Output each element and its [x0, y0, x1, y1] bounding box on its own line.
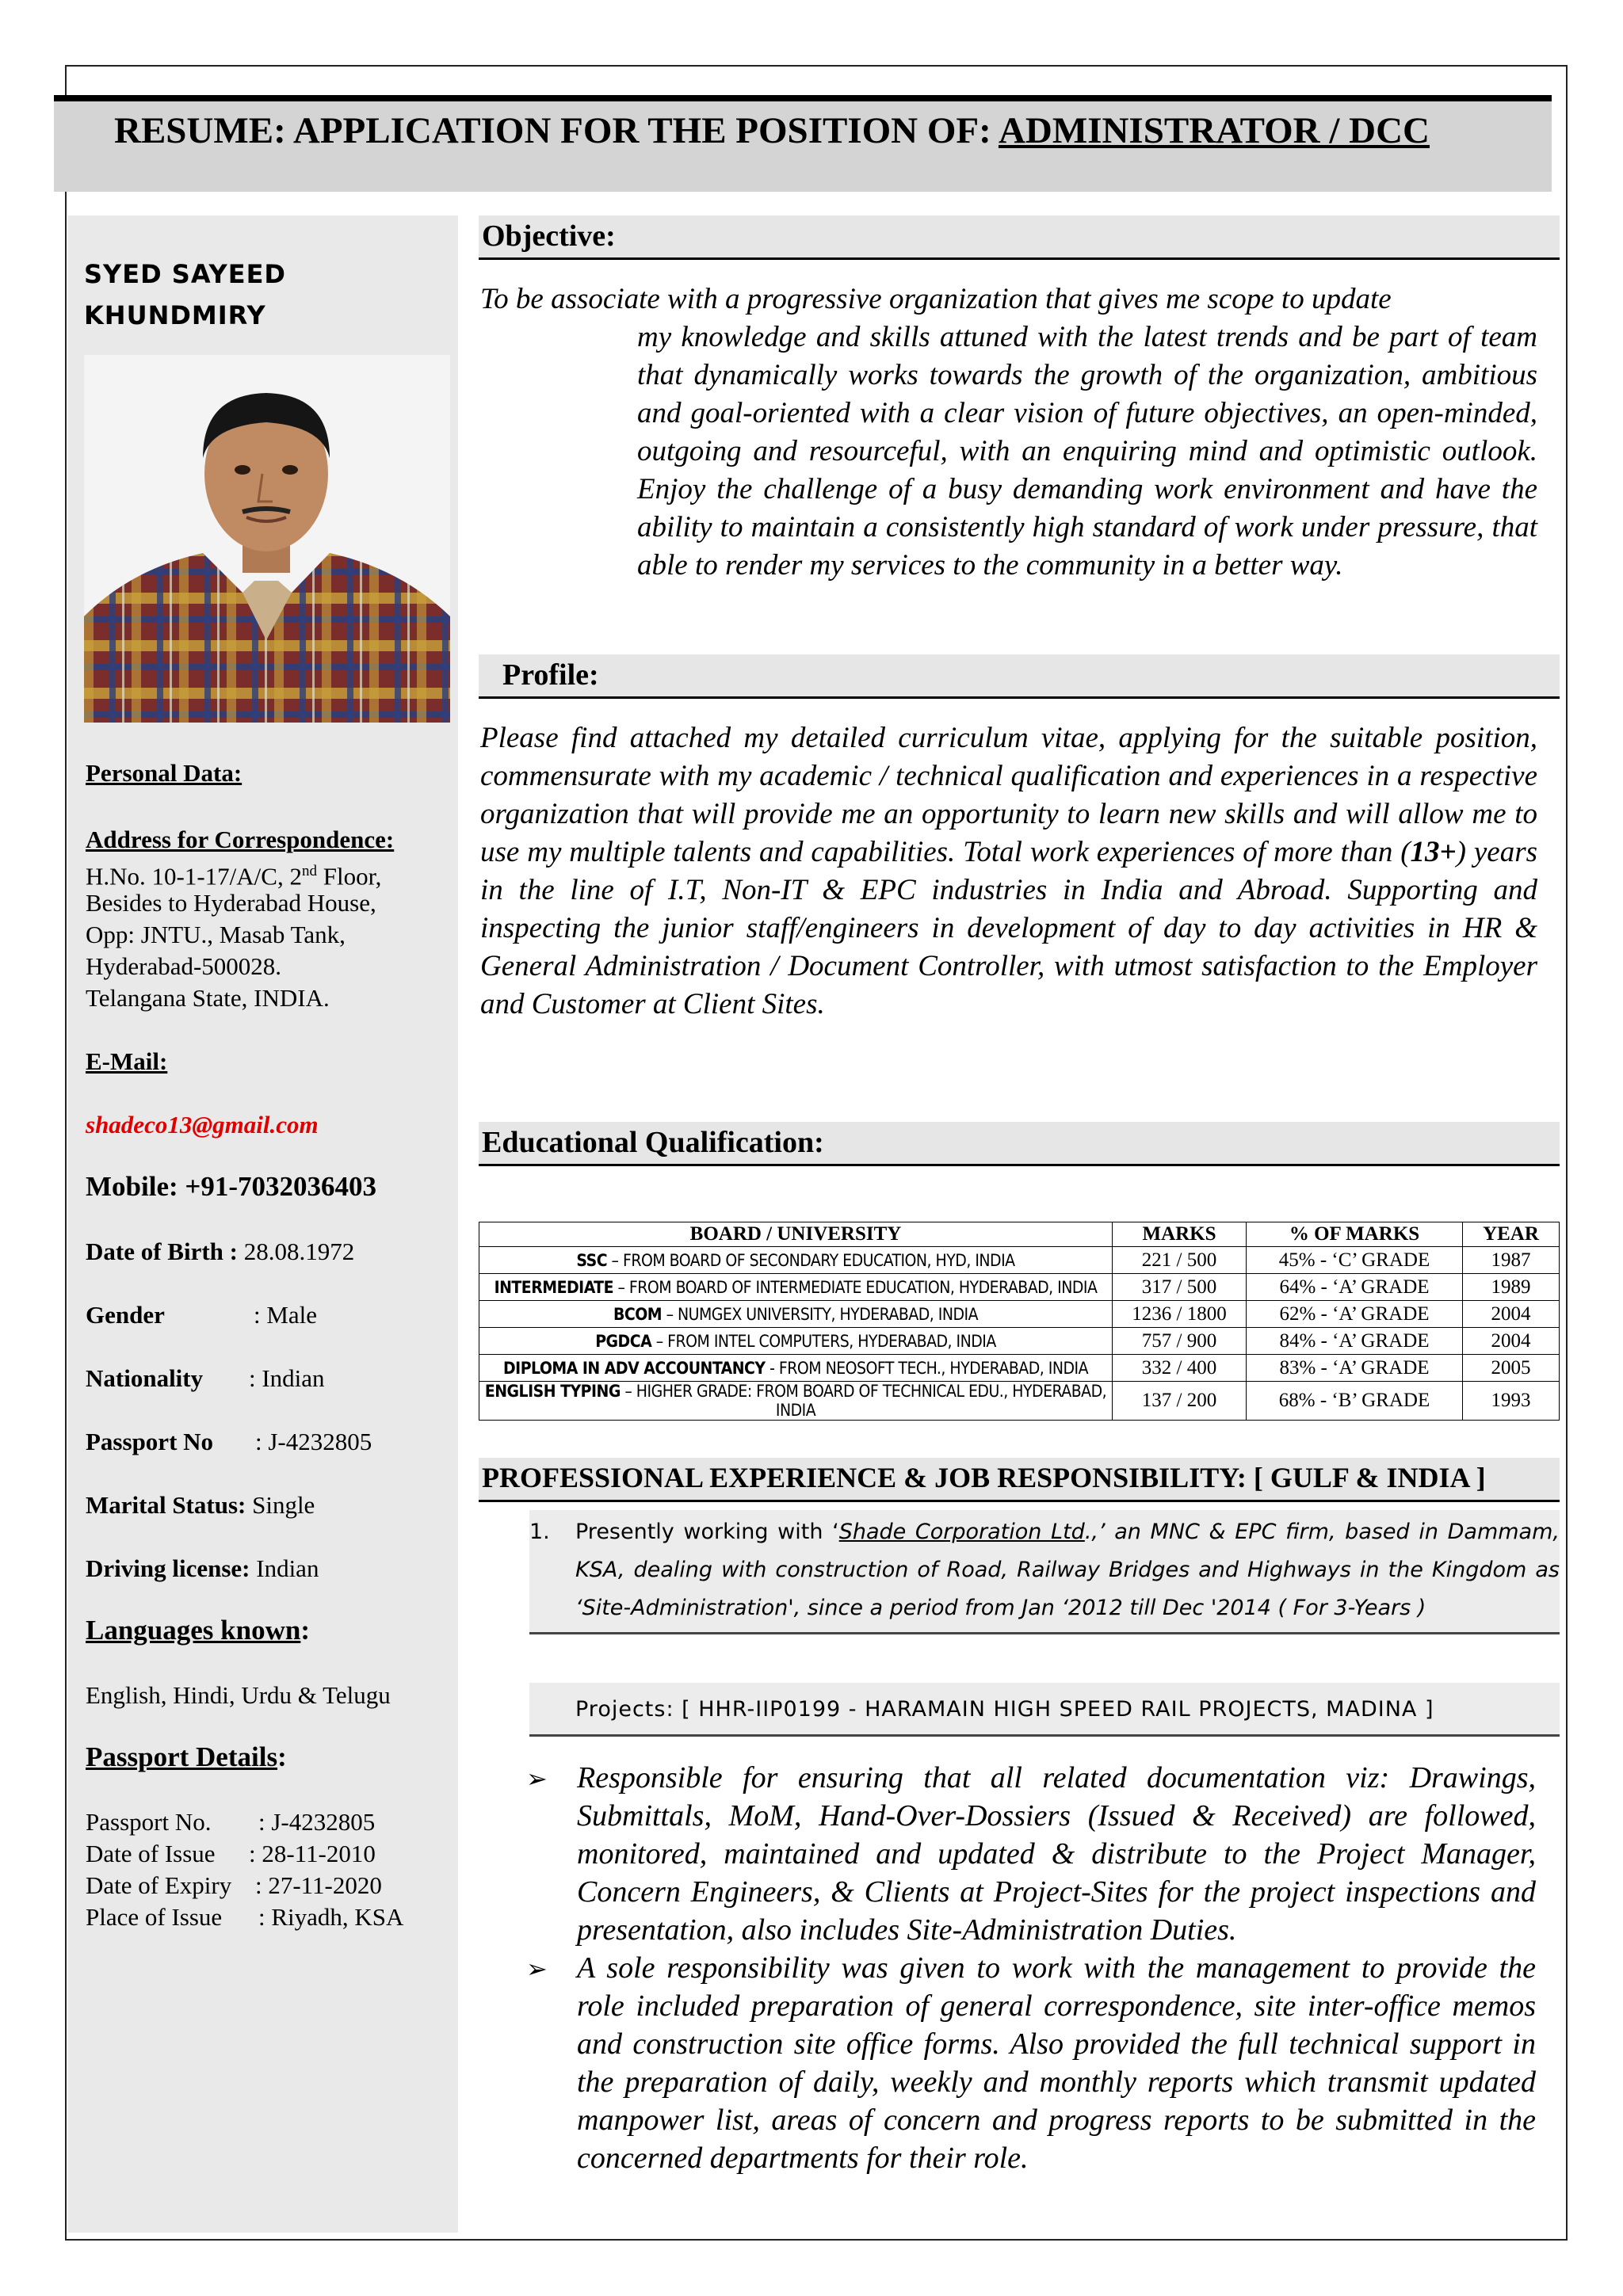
- column-header: % OF MARKS: [1247, 1222, 1463, 1247]
- marks-cell: 757 / 900: [1113, 1328, 1247, 1355]
- candidate-photo: [84, 355, 450, 723]
- passport-detail-row: Date of Expiry : 27-11-2020: [86, 1871, 382, 1899]
- languages-value: English, Hindi, Urdu & Telugu: [86, 1681, 391, 1709]
- title-band: [54, 95, 1552, 192]
- dob-row: Date of Birth : 28.08.1972: [86, 1238, 355, 1265]
- bullet-arrow-icon: ➢: [526, 1764, 548, 1793]
- table-row: [479, 1247, 1560, 1274]
- experience-item-number: 1.: [529, 1520, 550, 1544]
- personal-data-label: Personal Data:: [86, 759, 242, 787]
- passport-detail-row: Place of Issue : Riyadh, KSA: [86, 1903, 404, 1931]
- address-line-3: Opp: JNTU., Masab Tank,: [86, 921, 346, 948]
- experience-heading: PROFESSIONAL EXPERIENCE & JOB RESPONSIBILITY: [ GULF & INDIA ]: [479, 1458, 1560, 1502]
- gender-row: Gender : Male: [86, 1301, 318, 1329]
- column-header: YEAR: [1463, 1222, 1560, 1247]
- candidate-photo-image: [84, 355, 450, 723]
- table-row: [479, 1382, 1560, 1421]
- board-cell: INTERMEDIATE – FROM BOARD OF INTERMEDIATE EDUCATION, HYDERABAD, INDIA: [479, 1274, 1113, 1301]
- address-label: Address for Correspondence:: [86, 826, 395, 853]
- year-cell: 1989: [1463, 1274, 1560, 1301]
- passport-no-row: Passport No : J-4232805: [86, 1428, 372, 1455]
- address-line-4: Hyderabad-500028.: [86, 952, 282, 980]
- percent-cell: 45% - ‘C’ GRADE: [1247, 1247, 1463, 1274]
- table-row: [479, 1328, 1560, 1355]
- responsibility-item: Responsible for ensuring that all related documentation viz: Drawings, Submittals, MoM, Hand-Over-Dossiers (Issued & Received) are followed, monitored, maintained and updated & distribute to the Project Manager, Concern Engineers, & Clients at Project-Sites for the project inspections and presentation, also includes Site-Administration Duties.: [577, 1761, 1536, 1947]
- board-cell: SSC – FROM BOARD OF SECONDARY EDUCATION, HYD, INDIA: [479, 1247, 1113, 1274]
- year-cell: 1993: [1463, 1382, 1560, 1421]
- bullet-arrow-icon: ➢: [526, 1955, 548, 1983]
- marks-cell: 1236 / 1800: [1113, 1301, 1247, 1328]
- address-line-2: Besides to Hyderabad House,: [86, 889, 376, 917]
- resume-title: RESUME: APPLICATION FOR THE POSITION OF: ADMINISTRATOR / DCC: [114, 110, 1430, 151]
- objective-text: my knowledge and skills attuned with the latest trends and be part of team that dynamically works towards the growth of the organization, ambitious and goal-oriented with a clear vision of future objectives, an open-minded, outgoing and resourceful, with an enquiring mind and optimistic outlook. Enjoy the challenge of a busy demanding work environment and have the ability to maintain a consistently high standard of work under pressure, that able to render my services to the community in a better way.: [637, 321, 1537, 582]
- position-title: ADMINISTRATOR / DCC: [998, 110, 1430, 151]
- driving-license-row: Driving license: Indian: [86, 1554, 319, 1582]
- email-link[interactable]: shadeco13@gmail.com: [86, 1111, 319, 1138]
- company-name: Shade Corporation Ltd: [838, 1520, 1085, 1544]
- marital-status-row: Marital Status: Single: [86, 1491, 315, 1519]
- marks-cell: 332 / 400: [1113, 1355, 1247, 1382]
- objective-heading: Objective:: [479, 215, 1560, 260]
- marks-cell: 317 / 500: [1113, 1274, 1247, 1301]
- percent-cell: 64% - ‘A’ GRADE: [1247, 1274, 1463, 1301]
- profile-paragraph: Please find attached my detailed curriculum vitae, applying for the suitable position, commensurate with my academic / technical qualification and experiences in a respective organization that will provide me an opportunity to learn new skills and will allow me to use my multiple talents and capabilities. Total work experiences of more than (13+) years in the line of I.T, Non-IT & EPC industries in India and Abroad. Supporting and inspecting the junior staff/engineers in development of day to day activities in HR & General Administration / Document Controller, with utmost satisfaction to the Employer and Customer at Client Sites.: [480, 722, 1538, 1020]
- responsibility-item: A sole responsibility was given to work with the management to provide the role included preparation of general correspondence, site inter-office memos and construction site office forms. Also provided the full technical support in the preparation of daily, weekly and monthly reports which transmit updated manpower list, areas of concern and progress reports to be submitted in the concerned departments for their role.: [577, 1951, 1536, 2175]
- percent-cell: 84% - ‘A’ GRADE: [1247, 1328, 1463, 1355]
- table-row: [479, 1274, 1560, 1301]
- mobile-number: Mobile: +91-7032036403: [86, 1171, 376, 1202]
- nationality-row: Nationality : Indian: [86, 1364, 325, 1392]
- year-cell: 2004: [1463, 1301, 1560, 1328]
- passport-details-label: Passport Details:: [86, 1741, 287, 1772]
- address-line-5: Telangana State, INDIA.: [86, 984, 330, 1012]
- board-cell: PGDCA – FROM INTEL COMPUTERS, HYDERABAD, INDIA: [479, 1328, 1113, 1355]
- year-cell: 2005: [1463, 1355, 1560, 1382]
- percent-cell: 83% - ‘A’ GRADE: [1247, 1355, 1463, 1382]
- marks-cell: 137 / 200: [1113, 1382, 1247, 1421]
- education-heading: Educational Qualification:: [479, 1122, 1560, 1166]
- passport-detail-row: Passport No. : J-4232805: [86, 1808, 376, 1836]
- board-cell: BCOM – NUMGEX UNIVERSITY, HYDERABAD, INDIA: [479, 1301, 1113, 1328]
- projects-line: Projects: [ HHR-IIP0199 - HARAMAIN HIGH SPEED RAIL PROJECTS, MADINA ]: [529, 1683, 1560, 1737]
- column-header: MARKS: [1113, 1222, 1247, 1247]
- experience-item-1: 1. Presently working with ‘Shade Corporation Ltd.,’ an MNC & EPC firm, based in Dammam, KSA, dealing with construction of Road, Railway Bridges and Highways in the Kingdom as ‘Site-Administration', since a period from Jan ‘2012 till Dec '2014 ( For 3-Years ): [529, 1510, 1560, 1634]
- address-line-1: H.No. 10-1-17/A/C, 2nd Floor,: [86, 862, 382, 891]
- candidate-name: SYED SAYEED KHUNDMIRY: [84, 259, 286, 330]
- board-cell: ENGLISH TYPING – HIGHER GRADE: FROM BOARD OF TECHNICAL EDU., HYDERABAD, INDIA: [479, 1382, 1113, 1421]
- table-row: [479, 1301, 1560, 1328]
- column-header: BOARD / UNIVERSITY: [479, 1222, 1113, 1247]
- percent-cell: 68% - ‘B’ GRADE: [1247, 1382, 1463, 1421]
- table-row: [479, 1355, 1560, 1382]
- year-cell: 1987: [1463, 1247, 1560, 1274]
- objective-first-line: To be associate with a progressive organization that gives me scope to update: [480, 283, 1392, 315]
- languages-label: Languages known:: [86, 1615, 311, 1646]
- year-cell: 2004: [1463, 1328, 1560, 1355]
- email-label: E-Mail:: [86, 1047, 168, 1075]
- percent-cell: 62% - ‘A’ GRADE: [1247, 1301, 1463, 1328]
- table-header-row: [479, 1222, 1560, 1247]
- profile-heading: Profile:: [479, 654, 1560, 699]
- board-cell: DIPLOMA IN ADV ACCOUNTANCY - FROM NEOSOFT TECH., HYDERABAD, INDIA: [479, 1355, 1113, 1382]
- education-table: [479, 1222, 1560, 1421]
- passport-detail-row: Date of Issue : 28-11-2010: [86, 1840, 376, 1867]
- marks-cell: 221 / 500: [1113, 1247, 1247, 1274]
